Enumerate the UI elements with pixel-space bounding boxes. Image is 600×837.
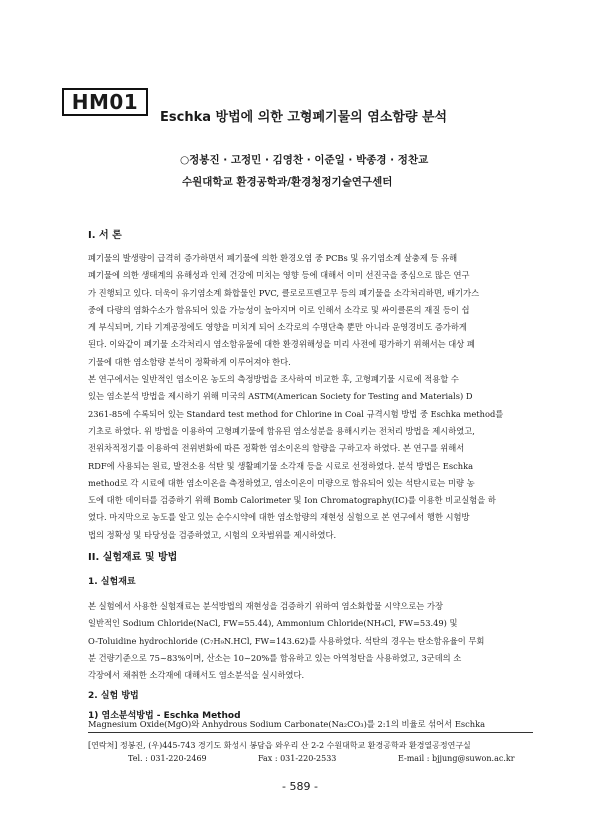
intro-line: 있는 염소분석 방법을 제시하기 위해 미국의 ASTM(American Society for Testing and Materials) D — [88, 391, 473, 402]
tel-text: Tel. : 031-220-2469 — [128, 754, 207, 763]
paper-code-box: HM01 — [62, 88, 148, 116]
intro-line: 폐기물의 발생량이 급격히 증가하면서 폐기물에 의한 환경오염 중 PCBs 및 유기염소계 살충제 등 유해 — [88, 253, 458, 263]
materials-line: 일반적인 Sodium Chloride(NaCl, FW=55.44), Ammonium Chloride(NH₄Cl, FW=53.49) 및 — [88, 618, 458, 629]
author-list: ○정봉진 · 고정민 · 김영찬 · 이준일 · 박종경 · 정찬교 — [180, 154, 429, 166]
methods-heading: II. 실험재료 및 방법 — [88, 552, 178, 563]
intro-line: 중에 다량의 염화수소가 함유되어 있을 가능성이 높아지며 이로 인해서 소각로 및 싸이클론의 재질 등이 쉽 — [88, 304, 470, 315]
intro-line: 게 부식되며, 기타 기계공정에도 영향을 미치게 되어 소각로의 수명단축 뿐만 아니라 운영경비도 증가하게 — [88, 322, 467, 333]
intro-line: 2361-85에 수록되어 있는 Standard test method for Chlorine in Coal 규격시험 방법 중 Eschka method를 — [88, 408, 504, 419]
eschka-body — [88, 716, 528, 733]
intro-line: RDF에 사용되는 원료, 발전소용 석탄 및 생활폐기물 소각재 등을 시료로 선정하였다. 분석 방법은 Eschka — [88, 460, 474, 471]
intro-line: 가 진행되고 있다. 더욱이 유기염소계 화합물인 PVC, 클로로프렌고무 등의 폐기물을 소각처리하면, 배기가스 — [88, 287, 480, 298]
eschka-heading: 1) 염소분석방법 - Eschka Method — [88, 711, 241, 721]
intro-line: 도에 대한 데이터를 검증하기 위해 Bomb Calorimeter 및 Ion Chromatography(IC)를 이용한 비교실험을 하 — [88, 495, 496, 506]
materials-line: 분 건량기준으로 75~83%이며, 산소는 10~20%를 함유하고 있는 아역청탄을 사용하였고, 3군데의 소 — [88, 652, 462, 663]
intro-heading: I. 서 론 — [88, 230, 122, 241]
contact-details — [128, 754, 528, 766]
intro-line: 본 연구에서는 일반적인 염소이온 농도의 측정방법을 조사하여 비교한 후, 고형폐기물 시료에 적용할 수 — [88, 374, 459, 385]
materials-line: 각장에서 채취한 소각재에 대해서도 염소분석을 실시하였다. — [88, 670, 305, 681]
materials-line: 본 실험에서 사용한 실험재료는 분석방법의 재현성을 검증하기 위하여 염소화합물 시약으로는 가장 — [88, 601, 443, 611]
intro-line: 였다. 마지막으로 농도를 알고 있는 순수시약에 대한 염소함량의 재현성 실험으로 본 연구에서 행한 시험방 — [88, 512, 470, 523]
intro-line: 기초로 하였다. 위 방법을 이용하여 고형폐기물에 함유된 염소성분을 용해시키는 전처리 방법을 제시하였고, — [88, 425, 475, 436]
paper-title: Eschka 방법에 의한 고형폐기물의 염소함량 분석 — [160, 110, 448, 125]
affiliation: 수원대학교 환경공학과/환경청정기술연구센터 — [182, 176, 393, 188]
materials-body — [88, 598, 528, 684]
materials-heading: 1. 실험재료 — [88, 577, 136, 587]
footer-divider — [88, 732, 533, 733]
intro-line: 폐기물에 의한 생태계의 유해성과 인체 건강에 미치는 영향 등에 대해서 이미 선진국을 중심으로 많은 연구 — [88, 270, 470, 281]
intro-line: 된다. 이와같이 폐기물 소각처리시 염소함유물에 대한 환경위해성을 미리 사전에 평가하기 위해서는 대상 폐 — [88, 339, 475, 350]
page-number: - 589 - — [282, 780, 318, 793]
intro-body — [88, 250, 528, 544]
method-heading: 2. 실험 방법 — [88, 691, 139, 701]
eschka-line: Magnesium Oxide(MgO)와 Anhydrous Sodium Carbonate(Na₂CO₃)를 2:1의 비율로 섞어서 Eschka — [88, 719, 486, 729]
fax-text: Fax : 031-220-2533 — [258, 754, 337, 763]
intro-line: method로 각 시료에 대한 염소이온을 측정하였고, 염소이온이 미량으로 함유되어 있는 석탄시료는 미량 농 — [88, 477, 475, 488]
materials-line: O-Toluidine hydrochloride (C₇H₉N.HCl, FW=143.62)를 사용하였다. 석탄의 경우는 탄소함유율이 무회 — [88, 635, 485, 646]
intro-line: 법의 정확성 및 타당성을 검증하였고, 시험의 오차범위를 제시하였다. — [88, 529, 337, 540]
intro-line: 전위차적정기를 이용하여 전위변화에 따른 정확한 염소이온의 함량을 구하고자 하였다. 본 연구를 위해서 — [88, 443, 465, 454]
intro-line: 기물에 대한 염소함량 분석이 정확하게 이루어져야 한다. — [88, 356, 291, 367]
contact-line: [연락처] 정봉진, (우)445-743 경기도 화성시 봉담읍 와우리 산 2-2 수원대학교 환경공학과 환경열공정연구실 — [88, 741, 471, 750]
email-text: E-mail : bjjung@suwon.ac.kr — [398, 754, 515, 763]
